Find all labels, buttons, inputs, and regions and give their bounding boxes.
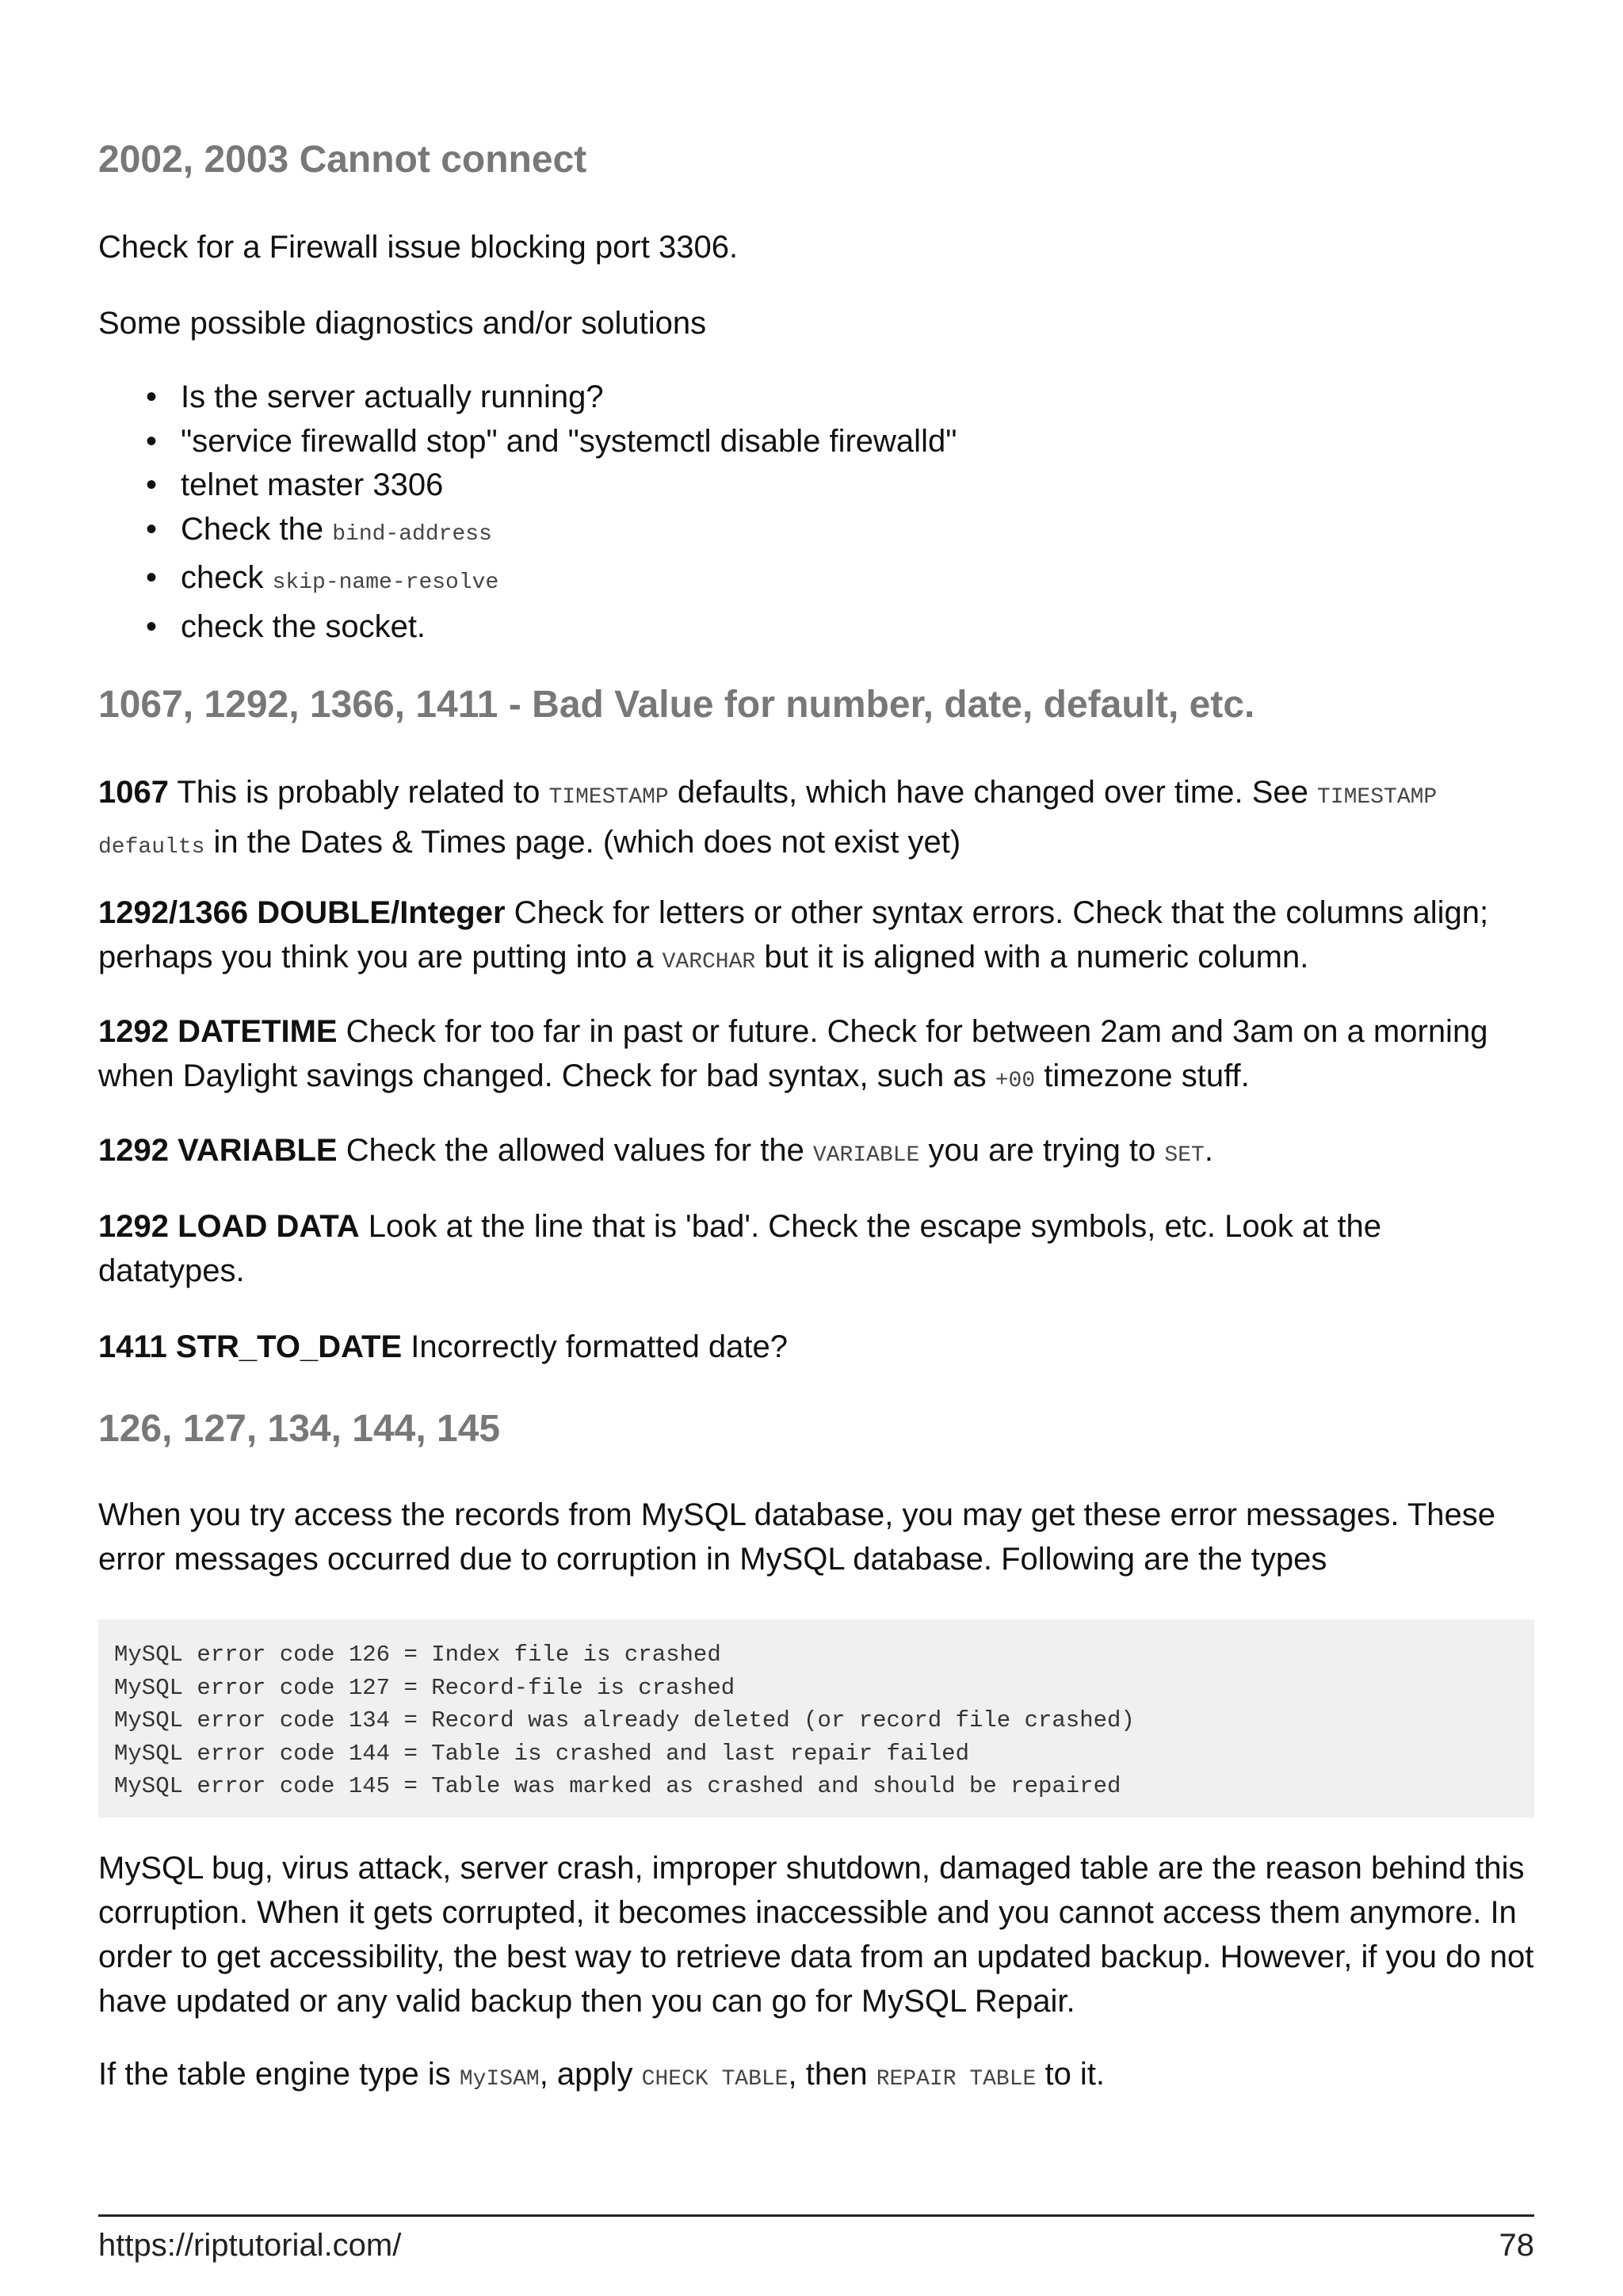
code-line: MySQL error code 126 = Index file is crashed: [114, 1642, 721, 1668]
code-line: MySQL error code 145 = Table was marked as crashed and should be repaired: [114, 1773, 1121, 1799]
inline-code: +00: [995, 1069, 1036, 1093]
section-heading-cannot-connect: 2002, 2003 Cannot connect: [98, 139, 587, 181]
inline-code: SET: [1164, 1143, 1205, 1168]
list-item: • telnet master 3306: [146, 463, 957, 508]
list-item: • Is the server actually running?: [146, 376, 957, 420]
list-item: • "service firewalld stop" and "systemctl disable firewalld": [146, 420, 957, 464]
list-item: • check skip-name-resolve: [146, 556, 957, 605]
section-heading-bad-value: 1067, 1292, 1366, 1411 - Bad Value for number, date, default, etc.: [98, 684, 1255, 726]
code-block: [98, 1619, 1534, 1817]
diagnostics-list: [146, 376, 957, 649]
list-item: • Check the bind-address: [146, 508, 957, 557]
footer-divider: [98, 2214, 1534, 2217]
inline-code: MyISAM: [459, 2067, 540, 2092]
code-line: MySQL error code 144 = Table is crashed and last repair failed: [114, 1740, 969, 1767]
page-number: 78: [1499, 2228, 1534, 2263]
paragraph-1292-datetime: 1292 DATETIME Check for too far in past or future. Check for between 2am and 3am on a morning when Daylight savings changed. Check for bad syntax, such as +00 timezone stuff.: [98, 1014, 1488, 1093]
inline-code: CHECK TABLE: [641, 2067, 789, 2092]
section-heading-error-codes: 126, 127, 134, 144, 145: [98, 1408, 501, 1450]
inline-code: skip-name-resolve: [272, 570, 499, 595]
paragraph-error-intro: When you try access the records from MySQL database, you may get these error messages. These error messages occurred due to corruption in MySQL database. Following are the types: [98, 1497, 1496, 1577]
code-line: MySQL error code 127 = Record-file is crashed: [114, 1674, 735, 1701]
code-line: MySQL error code 134 = Record was already deleted (or record file crashed): [114, 1707, 1135, 1733]
paragraph-diagnostics-intro: Some possible diagnostics and/or solutions: [98, 306, 707, 341]
inline-code: VARCHAR: [662, 950, 756, 974]
inline-code: bind-address: [332, 521, 492, 547]
paragraph-1067: 1067 This is probably related to TIMESTAMP defaults, which have changed over time. See TIMESTAMP defaults in the Dates & Times page. (which does not exist yet): [98, 775, 1438, 860]
paragraph-1292-load-data: 1292 LOAD DATA Look at the line that is 'bad'. Check the escape symbols, etc. Look at the datatypes.: [98, 1209, 1382, 1288]
list-item: • check the socket.: [146, 605, 957, 650]
paragraph-1411: 1411 STR_TO_DATE Incorrectly formatted date?: [98, 1329, 789, 1364]
inline-code: TIMESTAMP defaults: [98, 785, 1438, 860]
inline-code: TIMESTAMP: [548, 785, 669, 810]
footer-url: https://riptutorial.com/: [98, 2228, 402, 2263]
paragraph-1292-1366: 1292/1366 DOUBLE/Integer Check for letters or other syntax errors. Check that the columns align; perhaps you think you are putting into a VARCHAR but it is aligned with a numeric column.: [98, 895, 1489, 974]
inline-code: REPAIR TABLE: [876, 2067, 1037, 2092]
paragraph-myisam: If the table engine type is MyISAM, apply CHECK TABLE, then REPAIR TABLE to it.: [98, 2057, 1106, 2092]
paragraph-firewall: Check for a Firewall issue blocking port 3306.: [98, 230, 739, 265]
inline-code: VARIABLE: [812, 1143, 920, 1168]
paragraph-1292-variable: 1292 VARIABLE Check the allowed values for the VARIABLE you are trying to SET.: [98, 1133, 1213, 1168]
paragraph-corruption-causes: MySQL bug, virus attack, server crash, improper shutdown, damaged table are the reason behind this corruption. When it gets corrupted, it becomes inaccessible and you cannot access them anymore. In order to get accessibility, the best way to retrieve data from an updated backup. However, if you do not have updated or any valid backup then you can go for MySQL Repair.: [98, 1851, 1534, 2019]
